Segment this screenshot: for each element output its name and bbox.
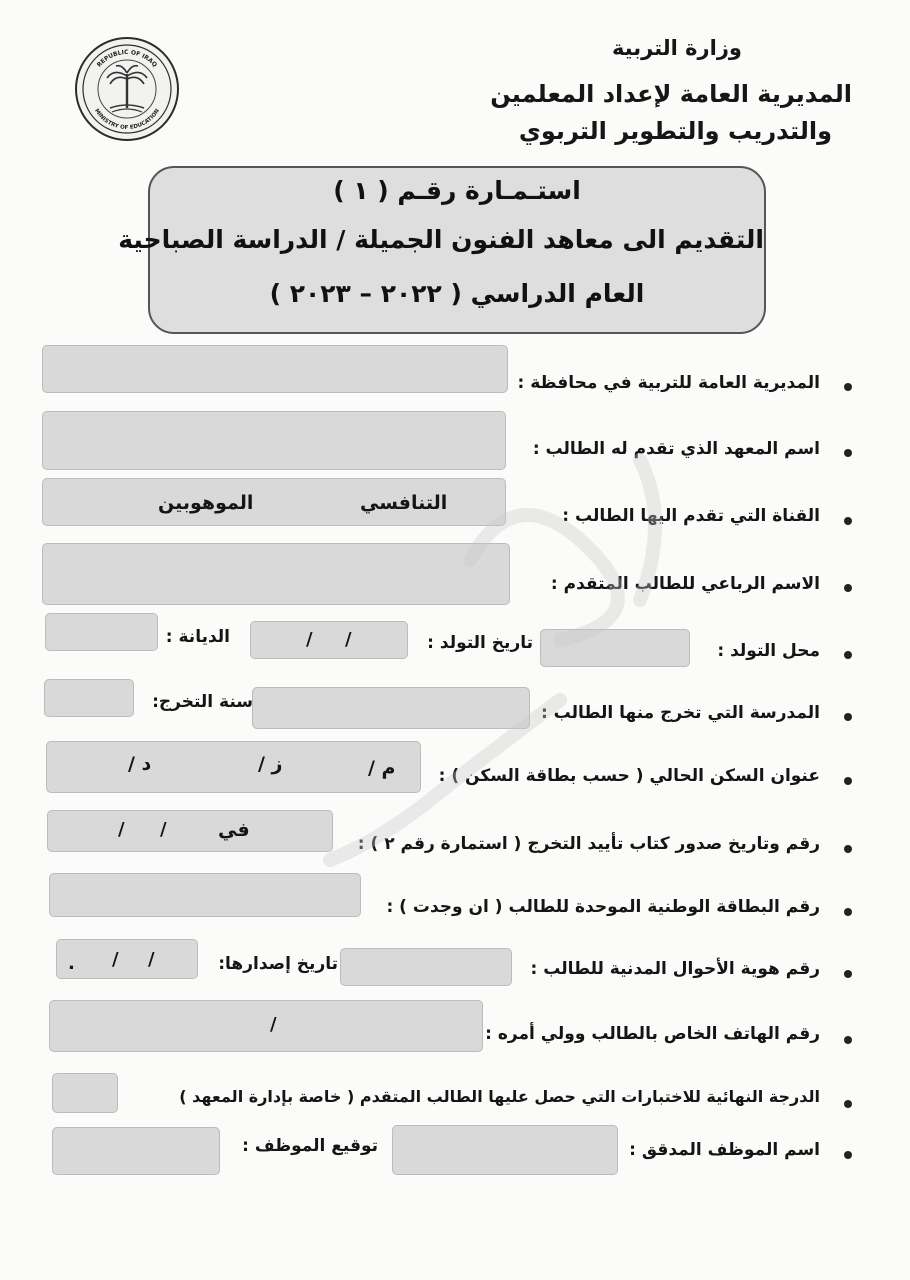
bullet [844,845,852,853]
date-separator: / [148,949,155,970]
bullet [844,908,852,916]
address-alley-label: ز / [258,753,283,775]
date-separator: / [306,629,313,650]
form-title-box [118,166,766,334]
institute-label: اسم المعهد الذي تقدم له الطالب : [532,439,820,459]
auditor-input[interactable] [392,1125,618,1175]
address-house-label: د / [128,753,152,775]
directorate-name: المديرية العامة لإعداد المعلمين [490,80,852,108]
grad-year-input[interactable] [44,679,134,717]
bullet [844,713,852,721]
directorate-label: المديرية العامة للتربية في محافظة : [517,373,820,393]
directorate-input[interactable] [42,345,508,393]
address-input[interactable] [46,741,421,793]
birthplace-input[interactable] [540,629,690,667]
issue-date-label: تاريخ إصدارها: [218,954,338,974]
birthdate-input[interactable] [250,621,408,659]
phone-separator: / [270,1014,277,1035]
ministry-name: وزارة التربية [611,36,742,60]
school-label: المدرسة التي تخرج منها الطالب : [540,703,820,723]
religion-input[interactable] [45,613,158,651]
birthplace-label: محل التولد : [717,641,820,661]
signature-input[interactable] [52,1127,220,1175]
academic-year: العام الدراسي ( ٢٠٢٢ – ٢٠٢٣ ) [269,279,645,308]
form-number: استـمـارة رقـم ( ١ ) [333,176,581,205]
bullet [844,1100,852,1108]
channel-label: القناة التي تقدم اليها الطالب : [562,506,820,526]
seal-top-text: REPUBLIC OF IRAQ [95,48,159,69]
bullet [844,449,852,457]
auditor-label: اسم الموظف المدقق : [629,1140,820,1160]
school-input[interactable] [252,687,530,729]
grad-doc-label: رقم وتاريخ صدور كتاب تأييد التخرج ( استمارة رقم ٢ ) : [357,834,820,854]
channel-option-competitive[interactable]: التنافسي [360,492,448,514]
bullet [844,517,852,525]
national-id-label: رقم البطاقة الوطنية الموحدة للطالب ( ان وجدت ) : [386,897,820,917]
form-subject: التقديم الى معاهد الفنون الجميلة / الدراسة الصباحية [118,225,764,254]
bullet [844,651,852,659]
directorate-subtitle: والتدريب والتطوير التربوي [518,117,832,145]
date-separator: / [345,629,352,650]
phone-input[interactable] [49,1000,483,1052]
national-id-input[interactable] [49,873,361,917]
date-separator: / [160,819,167,840]
address-label: عنوان السكن الحالي ( حسب بطاقة السكن ) : [438,766,820,786]
institute-input[interactable] [42,411,506,470]
bullet [844,1151,852,1159]
grad-year-label: سنة التخرج: [152,692,253,712]
signature-label: توقيع الموظف : [242,1136,378,1156]
channel-option-gifted[interactable]: الموهوبين [158,492,254,514]
issue-date-input[interactable] [56,939,198,979]
date-dot: . [68,953,75,974]
phone-label: رقم الهاتف الخاص بالطالب وولي أمره : [485,1024,820,1044]
bullet [844,584,852,592]
grad-doc-in-label: في [218,819,250,841]
final-grade-label: الدرجة النهائية للاختبارات التي حصل عليها الطالب المتقدم ( خاصة بإدارة المعهد ) [179,1087,820,1106]
full-name-input[interactable] [42,543,510,605]
final-grade-input[interactable] [52,1073,118,1113]
date-separator: / [118,819,125,840]
date-separator: / [112,949,119,970]
religion-label: الديانة : [165,627,230,647]
address-district-label: م / [368,757,396,779]
seal-bottom-text: MINISTRY OF EDUCATION [93,108,161,132]
full-name-label: الاسم الرباعي للطالب المتقدم : [550,574,820,594]
birthdate-label: تاريخ التولد : [427,633,533,653]
bullet [844,1036,852,1044]
bullet [844,970,852,978]
grad-doc-input[interactable] [47,810,333,852]
civil-id-input[interactable] [340,948,512,986]
ministry-seal-icon [74,36,180,142]
bullet [844,777,852,785]
civil-id-label: رقم هوية الأحوال المدنية للطالب : [530,959,820,979]
bullet [844,383,852,391]
